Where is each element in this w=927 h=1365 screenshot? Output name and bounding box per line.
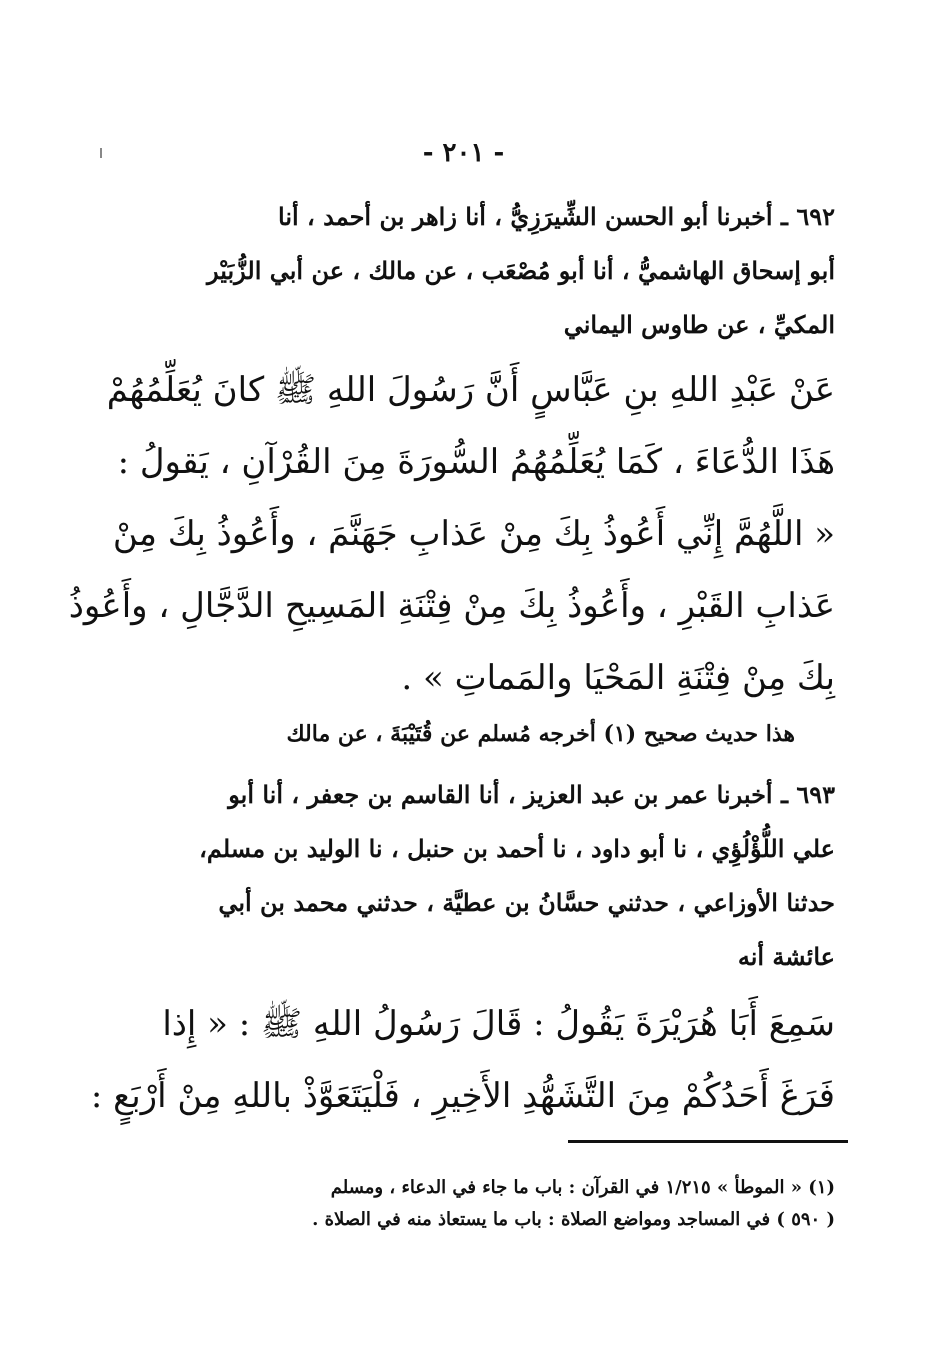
isnad-line: علي اللُّؤْلُؤِي ، نا أبو داود ، نا أحمد بن حنبل ، نا الوليد بن مسلم، — [199, 834, 835, 863]
isnad-line: حدثنا الأوزاعي ، حدثني حسَّانُ بن عطيَّة ، حدثني محمد بن أبي — [218, 888, 835, 917]
footnote-line: ( ٥٩٠ ) في المساجد ومواضع الصلاة : باب ما يستعاذ منه في الصلاة . — [312, 1209, 835, 1230]
grading-note — [230, 712, 795, 756]
isnad-line: عائشة أنه — [737, 942, 835, 971]
isnad-line: ٦٩٣ ـ أخبرنا عمر بن عبد العزيز ، أنا القاسم بن جعفر ، أنا أبو — [228, 780, 835, 809]
grading-note-line: هذا حديث صحيح (١) أخرجه مُسلم عن قُتَيْبَةَ ، عن مالك — [286, 721, 795, 747]
isnad-line: أبو إسحاق الهاشميُّ ، أنا أبو مُصْعَب ، عن مالك ، عن أبي الزُّبَيْر — [207, 256, 835, 285]
isnad-line: ٦٩٢ ـ أخبرنا أبو الحسن الشِّيرَزِيُّ ، أنا زاهر بن أحمد ، أنا — [278, 202, 835, 231]
footnote-line: (١) « الموطأ » ١/٢١٥ في القرآن : باب ما جاء في الدعاء ، ومسلم — [330, 1177, 835, 1198]
isnad-693 — [185, 768, 835, 984]
hadith-line: عَنْ عَبْدِ اللهِ بنِ عَبَّاسٍ أَنَّ رَسُولَ اللهِ ﷺ كانَ يُعَلِّمُهُمْ — [106, 370, 835, 410]
hadith-line: فَرَغَ أَحَدُكُمْ مِنَ التَّشَهُّدِ الأَخِيرِ ، فَلْيَتَعَوَّذْ باللهِ مِنْ أَرْبَعٍ : — [90, 1076, 835, 1116]
footnote — [185, 1172, 835, 1236]
page-number: - ٢٠١ - — [422, 138, 505, 168]
hadith-line: « اللَّهُمَّ إِنِّي أَعُوذُ بِكَ مِنْ عَذابِ جَهَنَّمَ ، وأَعُوذُ بِكَ مِنْ — [112, 514, 835, 554]
hadith-text-693 — [90, 988, 835, 1132]
hadith-line: بِكَ مِنْ فِتْنَةِ المَحْيَا والمَماتِ » . — [401, 658, 835, 698]
isnad-692 — [185, 190, 835, 352]
hadith-text-692 — [68, 354, 835, 714]
isnad-line: المكيِّ ، عن طاوس اليماني — [563, 310, 835, 339]
hadith-line: عَذابِ القَبْرِ ، وأَعُوذُ بِكَ مِنْ فِتْنَةِ المَسِيحِ الدَّجَّالِ ، وأَعُوذُ — [68, 586, 835, 626]
footnote-divider — [568, 1140, 848, 1143]
hadith-line: هَذَا الدُّعَاءَ ، كَمَا يُعَلِّمُهُمُ السُّورَةَ مِنَ القُرْآنِ ، يَقولُ : — [117, 442, 835, 482]
hadith-line: سَمِعَ أَبَا هُرَيْرَةَ يَقُولُ : قَالَ رَسُولُ اللهِ ﷺ : « إِذا — [162, 1004, 835, 1044]
